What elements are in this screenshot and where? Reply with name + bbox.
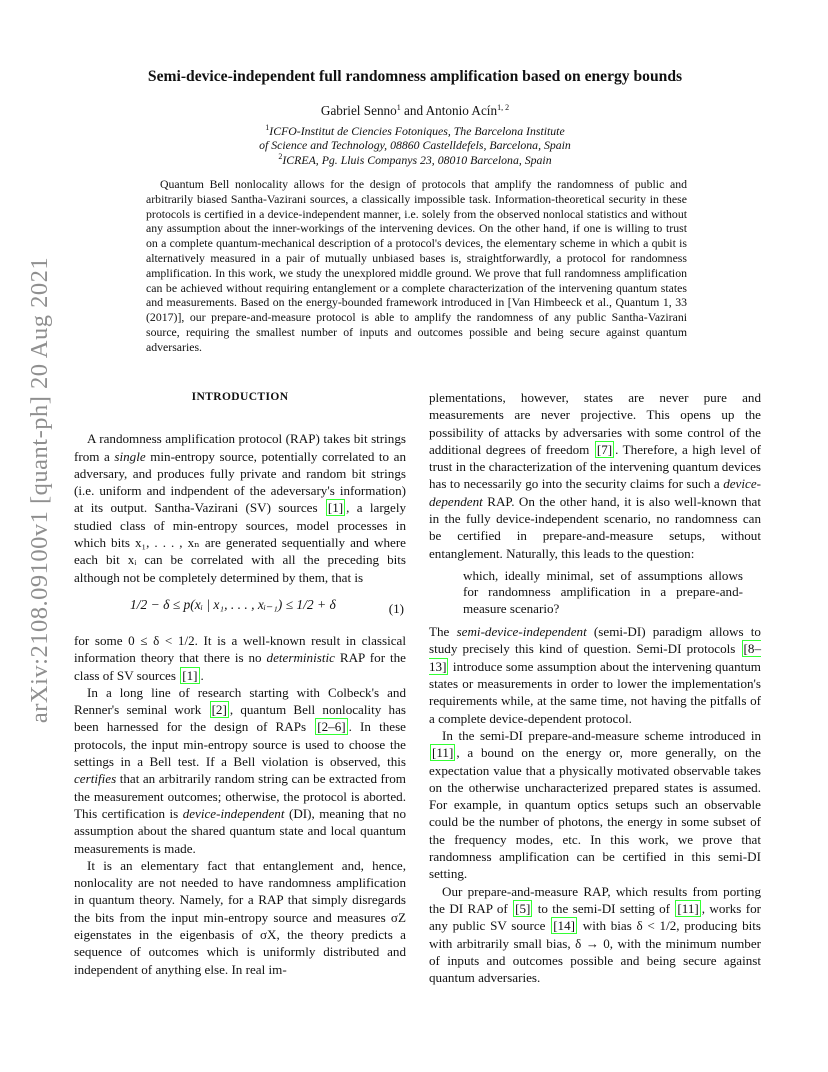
equation-number: (1) bbox=[388, 600, 404, 616]
paragraph: A randomness amplification protocol (RAP) takes bit strings from a single min-entropy source, potentially correlated to an adversary, and produces fully private and random bit strings (i.e. uniform and indpendent of the adeversary's information) at its output. Santha-Vazirani (SV) sources [1] , a largely studied class of min-entropy sources, model processes in which bits x₁, . . . , xₙ are generated sequentially and where each bit xᵢ can be correlated with all the preceding bits although not be completely determined by them, that is bbox=[74, 431, 407, 585]
citation-link[interactable]: [2–6] bbox=[317, 719, 346, 735]
citation-link[interactable]: [5] bbox=[515, 900, 531, 916]
citation-link[interactable]: [1] bbox=[182, 667, 198, 683]
paragraph: for some 0 ≤ δ < 1/2. It is a well-known result in classical information theory that there is no deterministic RAP for the class of SV sources [1] . bbox=[74, 632, 406, 683]
affil-mark: 2 bbox=[278, 151, 283, 161]
block-quote: which, ideally minimal, set of assumptions allows for randomness amplification in a prepare-and-measure scenario? bbox=[463, 567, 743, 616]
equation-expression: 1/2 − δ ≤ p(xᵢ | x₁, . . . , xᵢ₋₁) ≤ 1/2 + δ bbox=[130, 596, 336, 612]
author-connector: and bbox=[400, 103, 426, 118]
affiliations bbox=[70, 124, 760, 167]
affiliation-line: of Science and Technology, 08860 Castelldefels, Barcelona, Spain bbox=[259, 138, 571, 153]
paragraph: In the semi-DI prepare-and-measure scheme introduced in [11] , a bound on the energy or, more generally, on the expectation value that a physically motivated observable takes on the otherwise uncharacterized prepared states is assumed. For example, in quantum optics setups such an observable could be the number of photons, the energy in some subset of the frequency modes, etc. In this work, we prove that randomness amplification can be certified in this semi-DI setting. bbox=[429, 727, 761, 882]
arxiv-identifier-text: arXiv:2108.09100v1 [quant-ph] 20 Aug 2021 bbox=[26, 256, 53, 724]
author-name: Gabriel Senno bbox=[320, 103, 397, 118]
author-name: Antonio Acín bbox=[425, 103, 498, 118]
author-affil-mark: 1 bbox=[396, 103, 401, 112]
paper-title: Semi-device-independent full randomness amplification based on energy bounds bbox=[147, 68, 683, 85]
arxiv-identifier bbox=[14, 256, 66, 724]
citation-link[interactable]: [14] bbox=[553, 918, 576, 934]
paragraph: It is an elementary fact that entanglement and, hence, nonlocality are not needed to have randomness amplification in quantum theory. Namely, for a RAP that simply disregards the bits from the input min-entropy source and measures σZ eigenstates in the eigenbasis of σX, the theory predicts a sequence of outcomes which is uniformly distributed and independent of anything else. In real im- bbox=[74, 857, 406, 977]
citation-link[interactable]: [1] bbox=[327, 500, 344, 516]
abstract: Quantum Bell nonlocality allows for the design of protocols that amplify the randomness of public and arbitrarily biased Santha-Vazirani sources, a classically impossible task. Information-theoretical security in these protocols is certified in a device-independent manner, i.e. solely from the observed nonlocal statistics and without any assumption about the inner-workings of the intervening devices. On the other hand, if one is willing to trust on a complete quantum-mechanical description of a protocol's devices, the elementary scheme in which a qubit is alternatively measured in a pair of mutually unbiased bases is, straightforwardly, a protocol for randomness amplification. In this work, we study the unexplored middle ground. We prove that full randomness amplification can be achieved without requiring entanglement or a complete characterization of the intervening quantum states and measurements. Based on the energy-bounded framework introduced in [Van Himbeeck et al., Quantum 1, 33 (2017)], our prepare-and-measure protocol is able to amplify the randomness of any public Santha-Vazirani source, requiring the smallest number of inputs and outcomes possible and being secure against quantum adversaries. bbox=[146, 177, 687, 354]
citation-link[interactable]: [2] bbox=[211, 702, 227, 718]
section-heading: INTRODUCTION bbox=[191, 391, 289, 403]
right-column bbox=[429, 389, 761, 986]
affil-mark: 1 bbox=[265, 123, 270, 132]
citation-link[interactable]: [11] bbox=[432, 745, 454, 761]
left-column bbox=[74, 389, 406, 978]
author-list bbox=[70, 103, 760, 119]
paragraph: plementations, however, states are never pure and measurements are never projective. This opens up the possibility of attacks by adversaries with some control of the additional degrees of freedom [7] . Therefore, a high level of trust in the characterization of the intervening quantum devices has to necessarily go into the security claims for such a device-dependent RAP. On the other hand, it is also well-known that in the fully device-independent scenario, no randomness can be certified in prepare-and-measure setups, without entanglement. Naturally, this leads to the question: bbox=[429, 390, 761, 561]
affiliation-line: ICFO-Institut de Ciencies Fotoniques, The Barcelona Institute bbox=[269, 124, 565, 138]
citation-link[interactable]: [11] bbox=[677, 900, 699, 916]
paragraph: The semi-device-independent (semi-DI) paradigm allows to study precisely this kind of question. Semi-DI protocols [8–13] introduce some assumption about the intervening quantum states or measurements in order to lower the implementation's requirements while, at the same time, not having the pitfalls of a complete device-dependent protocol. bbox=[429, 624, 761, 726]
paragraph: In a long line of research starting with Colbeck's and Renner's seminal work [2] , quantum Bell nonlocality has been harnessed for the design of RAPs [2–6] . In these protocols, the input min-entropy source is used to choose the settings in a Bell test. If a Bell violation is observed, this certifies that an arbitrarily random string can be extracted from the measurement outcomes; otherwise, the protocol is aborted. This certification is device-independent (DI), meaning that no assumption about the shared quantum state and local quantum measurements is made. bbox=[74, 684, 406, 856]
equation-1 bbox=[74, 586, 406, 632]
paragraph: Our prepare-and-measure RAP, which results from porting the DI RAP of [5] to the semi-DI setting of [11] , works for any public SV source [14] with bias δ < 1/2, producing bits with arbitrarily small bias, δ → 0, with the minimum number of inputs and outcomes possible and being secure against quantum adversaries. bbox=[429, 883, 761, 986]
citation-link[interactable]: [7] bbox=[596, 441, 613, 457]
citation-link[interactable]: [8–13] bbox=[429, 641, 761, 674]
affiliation-line: ICREA, Pg. Lluis Companys 23, 08010 Barcelona, Spain bbox=[282, 152, 552, 167]
author-affil-mark: 1, 2 bbox=[497, 103, 510, 112]
